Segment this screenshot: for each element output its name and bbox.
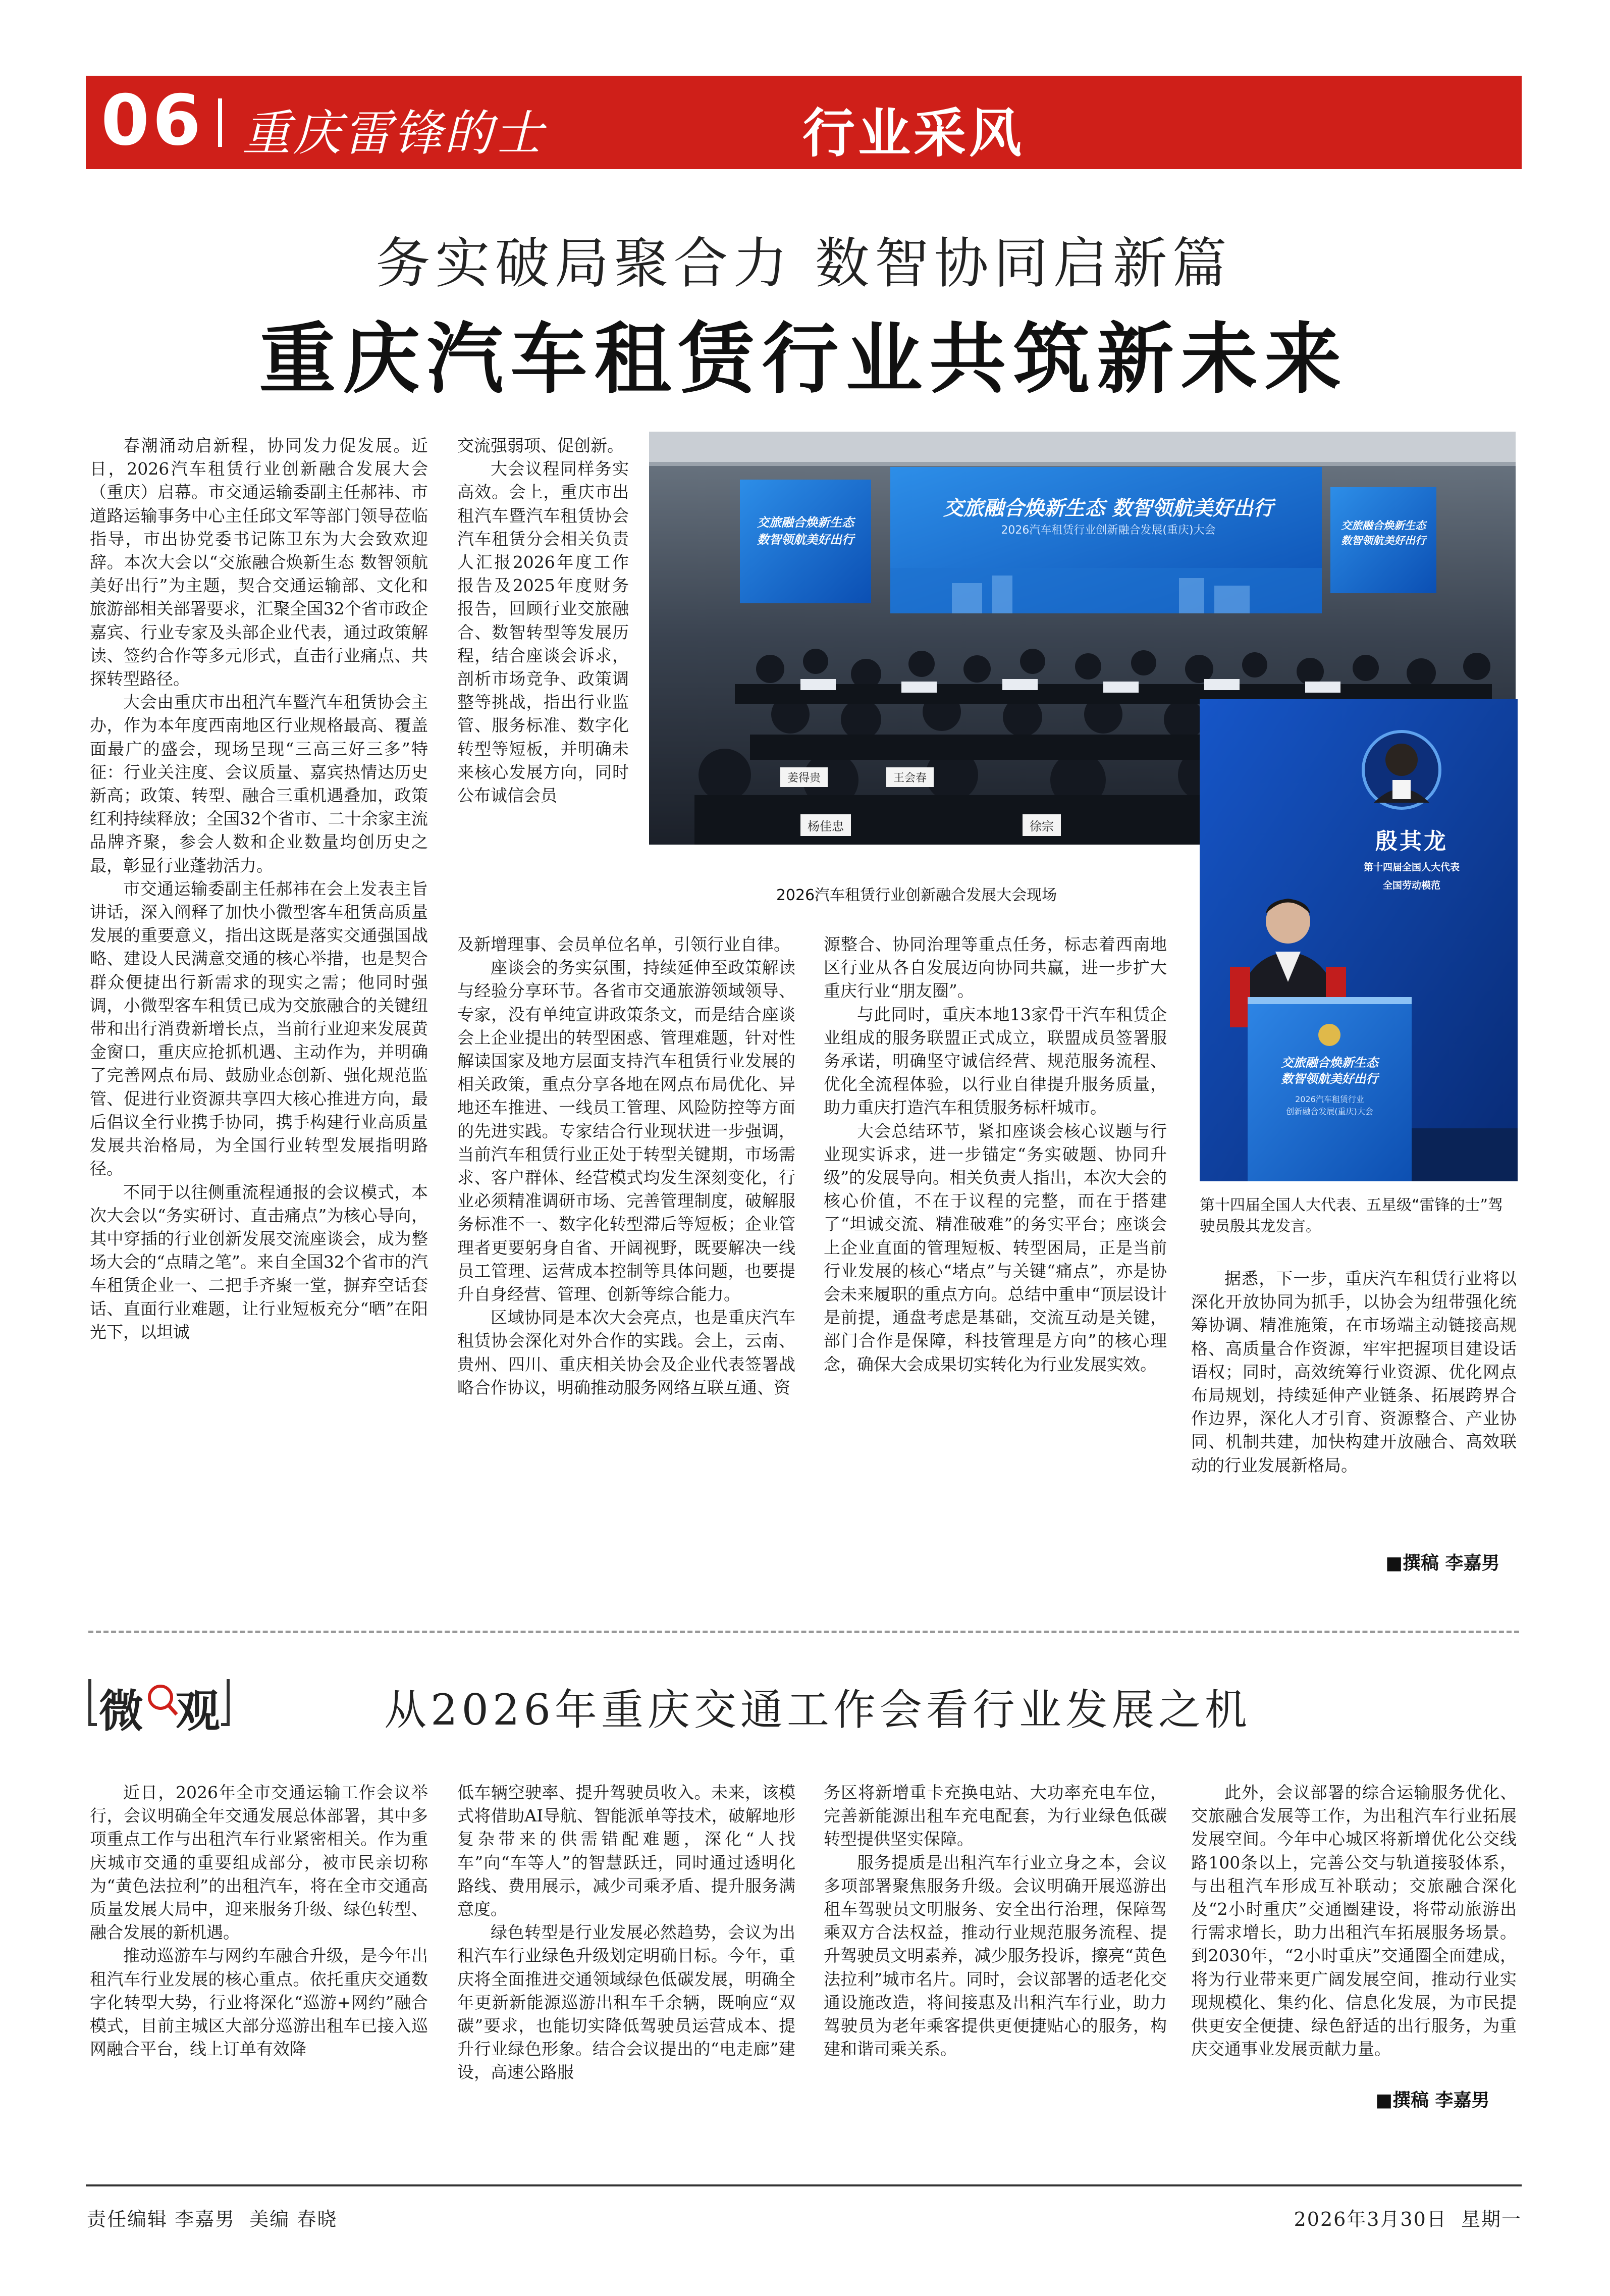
article1-title: 重庆汽车租赁行业共筑新未来 [259,315,1349,404]
footer-editors: 责任编辑 李嘉男 美编 春晓 [87,2208,338,2230]
footer-rule [86,2184,1522,2186]
article2-byline: ■撰稿 李嘉男 [1375,2090,1490,2111]
paragraph: 春潮涌动启新程，协同发力促发展。近日，2026汽车租赁行业创新融合发展大会（重庆）启幕。市交通运输委副主任郝祎、市道路运输事务中心主任邱文军等部门领导莅临指导，市出协党委书记陈卫东为大会致欢迎辞。本次大会以“交旅融合焕新生态 数智领航美好出行”为主题，契合交通运输部、文化和旅游部相关部署要求，汇聚全国32个省市政企嘉宾、行业专家及头部企业代表，通过政策解读、签约合作等多元形式，直击行业痛点、共探转型路径。 [90,436,428,689]
article1-column-1 [90,434,428,1344]
main-screen-event-name: 2026汽车租赁行业创新融合发展(重庆)大会 [1001,524,1216,537]
paragraph: 及新增理事、会员单位名单，引领行业自律。 [457,934,790,954]
paragraph: 务区将新增重卡充换电站、大功率充电车位，完善新能源出租车充电配套，为行业绿色低碳转型提供坚实保障。 [824,1783,1167,1849]
main-screen-slogan: 交旅融合焕新生态 数智领航美好出行 [943,497,1273,520]
paragraph: 大会由重庆市出租汽车暨汽车租赁协会主办，作为本年度西南地区行业规格最高、覆盖面最广的盛会，现场呈现“三高三好三多”特征：行业关注度、会议质量、嘉宾热情达历史新高；政策、转型、融合三重机遇叠加，政策红利持续释放；全国32个省市、二十余家主流品牌齐聚，参会人数和企业数量均创历史之最，彰显行业蓬勃活力。 [90,692,428,875]
paragraph: 与此同时，重庆本地13家骨干汽车租赁企业组成的服务联盟正式成立，联盟成员签署服务承诺，明确坚守诚信经营、规范服务流程、优化全流程体验，以行业自律提升服务质量，助力重庆打造汽车租赁服务标杆城市。 [824,1004,1167,1118]
place-card: 杨佳忠 [800,814,851,836]
paragraph: 座谈会的务实氛围，持续延伸至政策解读与经验分享环节。各省市交通旅游领域领导、专家，没有单纯宣讲政策条文，而是结合座谈会上企业提出的转型困惑、管理难题，针对性解读国家及地方层面支持汽车租赁行业发展的相关政策，重点分享各地在网点布局优化、异地还车推进、一线员工管理、风险防控等方面的先进实践。专家结合行业现状进一步强调，当前汽车租赁行业正处于转型关键期，市场需求、客户群体、经营模式均发生深刻变化，行业必须精准调研市场、完善管理制度，破解服务标准不一、数字化转型滞后等短板；企业管理者更要躬身自省、开阔视野，既要解决一线员工管理、运营成本控制等具体问题，也要提升自身经营、管理、创新等综合能力。 [457,958,795,1304]
article2-title: 从2026年重庆交通工作会看行业发展之机 [384,1685,1251,1735]
paragraph: 区域协同是本次大会亮点，也是重庆汽车租赁协会深化对外合作的实践。会上，云南、贵州、四川、重庆相关协会及企业代表签署战略合作协议，明确推动服务网络互联互通、资 [457,1308,795,1397]
article1-subtitle: 务实破局聚合力 数智协同启新篇 [375,232,1232,295]
speaker-photo [1200,699,1518,1181]
article1-column-4 [1191,1267,1517,1477]
paragraph: 低车辆空驶率、提升驾驶员收入。未来，该模式将借助AI导航、智能派单等技术，破解地形复杂带来的供需错配难题，深化“人找车”向“车等人”的智慧跃迁，同时通过透明化路线、费用展示，减少司乘矛盾、提升服务满意度。 [457,1783,795,1919]
weiguan-char-1: 微 [99,1685,144,1737]
article1-byline: ■撰稿 李嘉男 [1385,1552,1500,1574]
section-title: 行业采风 [802,102,1025,164]
paragraph: 绿色转型是行业发展必然趋势，会议为出租汽车行业绿色升级划定明确目标。今年，重庆将全面推进交通领域绿色低碳发展，明确全年更新新能源巡游出租车千余辆，既响应“双碳”要求，也能切实降低驾驶员运营成本、提升行业绿色形象。结合会议提出的“电走廊”建设，高速公路服 [457,1922,795,2082]
section-divider [88,1631,1519,1633]
paragraph: 交流强弱项、促创新。 [457,436,624,455]
article2-column-3 [824,1781,1167,2061]
paragraph: 源整合、协同治理等重点任务，标志着西南地区行业从各自发展迈向协同共赢，进一步扩大重庆行业“朋友圈”。 [824,934,1167,1001]
weiguan-column-logo [86,1672,232,1737]
page-number: 06 [101,80,204,161]
article1-column-2 [457,933,795,1399]
newspaper-name: 重庆雷锋的士 [242,105,545,162]
speaker-title-1: 第十四届全国人大代表 [1363,862,1460,873]
article2-column-4 [1191,1781,1517,2061]
footer-date: 2026年3月30日 星期一 [1294,2208,1522,2230]
header-divider [218,98,222,147]
podium-slogan-1: 交旅融合焕新生态 [1281,1056,1378,1070]
podium-slogan-2: 数智领航美好出行 [1281,1072,1378,1086]
paragraph: 大会议程同样务实高效。会上，重庆市出租汽车暨汽车租赁协会汽车租赁分会相关负责人汇报2026年度工作报告及2025年度财务报告，回顾行业交旅融合、数智转型等发展历程，结合座谈会诉求，剖析市场竞争、政策调整等挑战，指出行业监管、服务标准、数字化转型等短板，并明确未来核心发展方向，同时公布诚信会员 [457,459,629,806]
podium-event-2: 创新融合发展(重庆)大会 [1286,1107,1373,1116]
photo2-caption: 第十四届全国人大代表、五星级“雷锋的士”驾驶员殷其龙发言。 [1200,1196,1504,1235]
paragraph: 近日，2026年全市交通运输工作会议举行，会议明确全年交通发展总体部署，其中多项重点工作与出租汽车行业紧密相关。作为重庆城市交通的重要组成部分，被市民亲切称为“黄色法拉利”的出租汽车，将在全市交通高质量发展大局中，迎来服务升级、绿色转型、融合发展的新机遇。 [90,1783,428,1943]
paragraph: 市交通运输委副主任郝祎在会上发表主旨讲话，深入阐释了加快小微型客车租赁高质量发展的重要意义，指出这既是落实交通强国战略、建设人民满意交通的核心举措，也是契合群众便捷出行新需求的现实之需；他同时强调，小微型客车租赁已成为交旅融合的关键纽带和出行消费新增长点，当前行业迎来发展黄金窗口，重庆应抢抓机遇、主动作为，并明确了完善网点布局、鼓励业态创新、强化规范监管、促进行业资源共享四大核心推进方向，最后倡议全行业携手协同，携手构建行业高质量发展共治格局，为全国行业转型发展指明路径。 [90,878,428,1179]
article1-column-3 [824,933,1167,1376]
page-header-bar [86,76,1522,169]
speaker-name: 殷其龙 [1375,828,1448,854]
paragraph: 服务提质是出租汽车行业立身之本，会议多项部署聚焦服务升级。会议明确开展巡游出租车驾驶员文明服务、安全出行治理，保障驾乘双方合法权益，推动行业规范服务流程、提升驾驶员文明素养，减少服务投诉，擦亮“黄色法拉利”城市名片。同时，会议部署的适老化交通设施改造，将间接惠及出租汽车行业，助力驾驶员为老年乘客提供更便捷贴心的服务，构建和谐司乘关系。 [824,1852,1167,2059]
place-card: 徐宗 [1023,814,1061,836]
photo1-caption: 2026汽车租赁行业创新融合发展大会现场 [776,886,1057,904]
place-card: 姜得贵 [780,767,828,787]
place-card: 王会春 [886,767,934,787]
weiguan-char-2: 观 [176,1685,221,1737]
paragraph: 此外，会议部署的综合运输服务优化、交旅融合发展等工作，为出租汽车行业拓展发展空间。今年中心城区将新增优化公交线路100条以上，完善公交与轨道接驳体系，与出租汽车形成互补联动；交旅融合深化及“2小时重庆”交通圈建设，将带动旅游出行需求增长，助力出租汽车拓展服务场景。到2030年，“2小时重庆”交通圈全面建成，将为行业带来更广阔发展空间，推动行业实现规模化、集约化、信息化发展，为市民提供更安全便捷、绿色舒适的出行服务，为重庆交通事业发展贡献力量。 [1191,1783,1517,2059]
speaker-title-2: 全国劳动模范 [1382,880,1440,891]
left-screen-line-1: 交旅融合焕新生态 [757,515,854,530]
paragraph: 大会总结环节，紧扣座谈会核心议题与行业现实诉求，进一步锚定“务实破题、协同升级”的发展导向。相关负责人指出，本次大会的核心价值，不在于议程的完整，而在于搭建了“坦诚交流、精准破难”的务实平台；座谈会上企业直面的管理短板、转型困局，正是当前行业发展的核心“堵点”与关键“痛点”，亦是协会未来履职的重点方向。总结中重申“顶层设计是前提，通盘考虑是基础，交流互动是关键，部门合作是保障，科技管理是方向”的核心理念，确保大会成果切实转化为行业发展实效。 [824,1121,1167,1374]
left-screen-line-2: 数智领航美好出行 [757,533,854,547]
article2-column-1 [90,1781,428,2061]
paragraph: 不同于以往侧重流程通报的会议模式，本次大会以“务实研讨、直击痛点”为核心导向，其中穿插的行业创新发展交流座谈会，成为整场大会的“点睛之笔”。来自全国32个省市的汽车租赁企业一、二把手齐聚一堂，摒弃空话套话、直面行业难题，让行业短板充分“晒”在阳光下，以坦诚 [90,1182,428,1342]
paragraph: 推动巡游车与网约车融合升级，是今年出租汽车行业发展的核心重点。依托重庆交通数字化转型大势，行业将深化“巡游+网约”融合模式，目前主城区大部分巡游出租车已接入巡网融合平台，线上订单有效降 [90,1946,428,2059]
article2-column-2 [457,1781,795,2084]
paragraph: 据悉，下一步，重庆汽车租赁行业将以深化开放协同为抓手，以协会为纽带强化统筹协调、精准施策，在市场端主动链接高规格、高质量合作资源，牢牢把握项目建设话语权；同时，高效统筹行业资源、优化网点布局规划，持续延伸产业链条、拓展跨界合作边界，深化人才引育、资源整合、产业协同、机制共建，加快构建开放融合、高效联动的行业发展新格局。 [1191,1269,1517,1475]
article1-column-2-top [457,434,629,807]
podium-event-1: 2026汽车租赁行业 [1295,1094,1364,1104]
right-screen-line-1: 交旅融合焕新生态 [1341,519,1426,532]
right-screen-line-2: 数智领航美好出行 [1341,535,1426,547]
